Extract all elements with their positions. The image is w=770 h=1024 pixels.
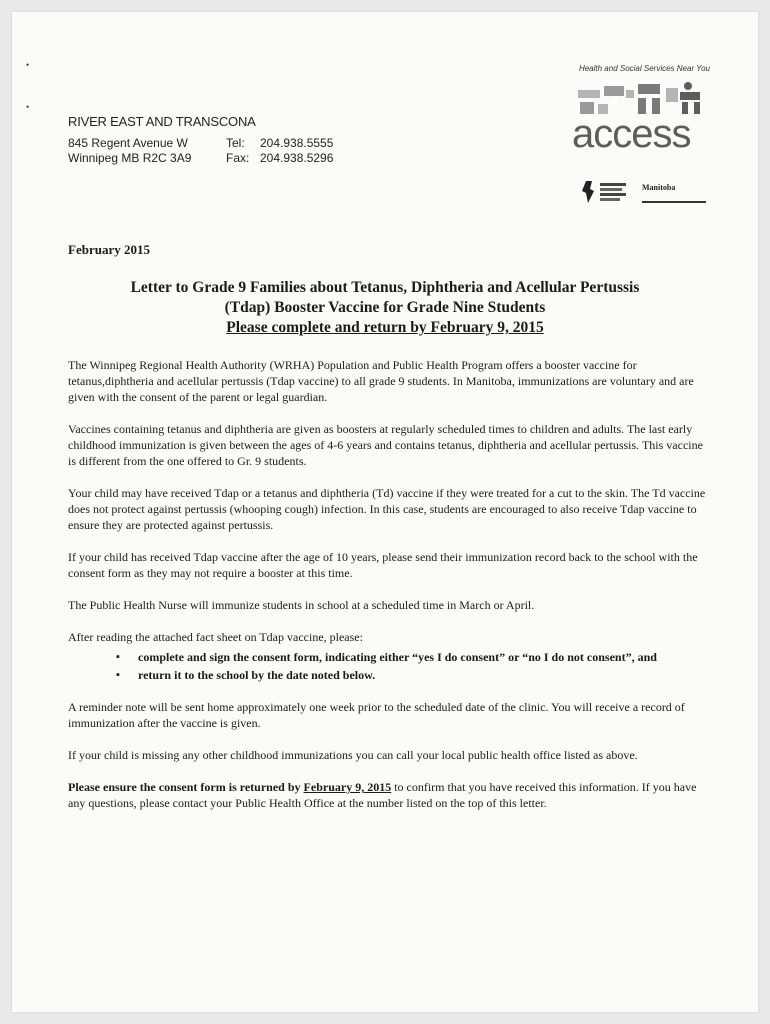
letterhead-address [68,114,333,166]
list-item: ▪ complete and sign the consent form, indicating either “yes I do consent” or “no I do not consent”, and [138,649,708,665]
paragraph: After reading the attached fact sheet on Tdap vaccine, please: [68,630,363,644]
letter-date: February 2015 [68,242,150,257]
letter-title [52,278,718,338]
closing-deadline: February 9, 2015 [303,780,392,794]
access-logo [560,64,720,214]
paragraph: If your child is missing any other childhood immunizations you can call your local public health office listed as above. [68,748,638,762]
address-line-1: 845 Regent Avenue W [68,136,188,150]
address-line-2: Winnipeg MB R2C 3A9 [68,151,192,165]
manitoba-logo-text: Manitoba [642,183,676,192]
letter-body [68,357,708,827]
people-icon [576,80,706,116]
fax-number: 204.938.5296 [260,151,334,165]
organization-name: RIVER EAST AND TRANSCONA [68,114,256,129]
paragraph: The Public Health Nurse will immunize students in school at a scheduled time in March or April. [68,598,535,612]
scan-mark: • [26,102,30,112]
logo-tagline: Health and Social Services Near You [578,64,710,73]
paragraph: The Winnipeg Regional Health Authority (WRHA) Population and Public Health Program offers a booster vaccine for tetanus,diphtheria and acellular pertussis (Tdap vaccine) to all grade 9 students. In Manitoba, immunizations are voluntary and are given with the consent of the parent or legal guardian. [68,358,694,404]
closing-paragraph [68,779,708,811]
list-item: ▪ return it to the school by the date noted below. [138,667,708,683]
tel-label: Tel: [226,136,245,150]
paragraph: A reminder note will be sent home approximately one week prior to the scheduled date of the clinic. You will receive a record of immunization after the vaccine is given. [68,700,685,730]
paragraph: Your child may have received Tdap or a tetanus and diphtheria (Td) vaccine if they were treated for a cut to the skin. The Td vaccine does not protect against pertussis (whooping cough) infection. In this case, students are encouraged to also receive Tdap vaccine to ensure they are protected against pertussis. [68,486,706,532]
tel-number: 204.938.5555 [260,136,334,150]
scan-mark: • [26,60,30,70]
instruction-list [68,649,708,683]
title-deadline: Please complete and return by February 9, 2015 [226,319,544,336]
title-line-1: Letter to Grade 9 Families about Tetanus, Diphtheria and Acellular Pertussis [130,279,640,296]
closing-bold-text: Please ensure the consent form is returned by [68,780,301,794]
closing-text: to confirm that you have received this information. If you have any questions, please contact your Public Health Office at the number listed on the top of this letter. [68,780,697,810]
logo-wordmark: access [572,112,691,156]
paragraph: Vaccines containing tetanus and diphtheria are given as boosters at regularly scheduled times to children and adults. The last early childhood immunization is given between the ages of 4-6 years and contains tetanus, diphtheria and acellular pertussis. This vaccine is different from the one offered to Gr. 9 students. [68,422,703,468]
title-line-2: (Tdap) Booster Vaccine for Grade Nine Students [224,299,546,316]
letter-page [12,12,758,1012]
paragraph: If your child has received Tdap vaccine after the age of 10 years, please send their immunization record back to the school with the consent form as they may not require a booster at this time. [68,550,698,580]
fax-label: Fax: [226,151,250,165]
